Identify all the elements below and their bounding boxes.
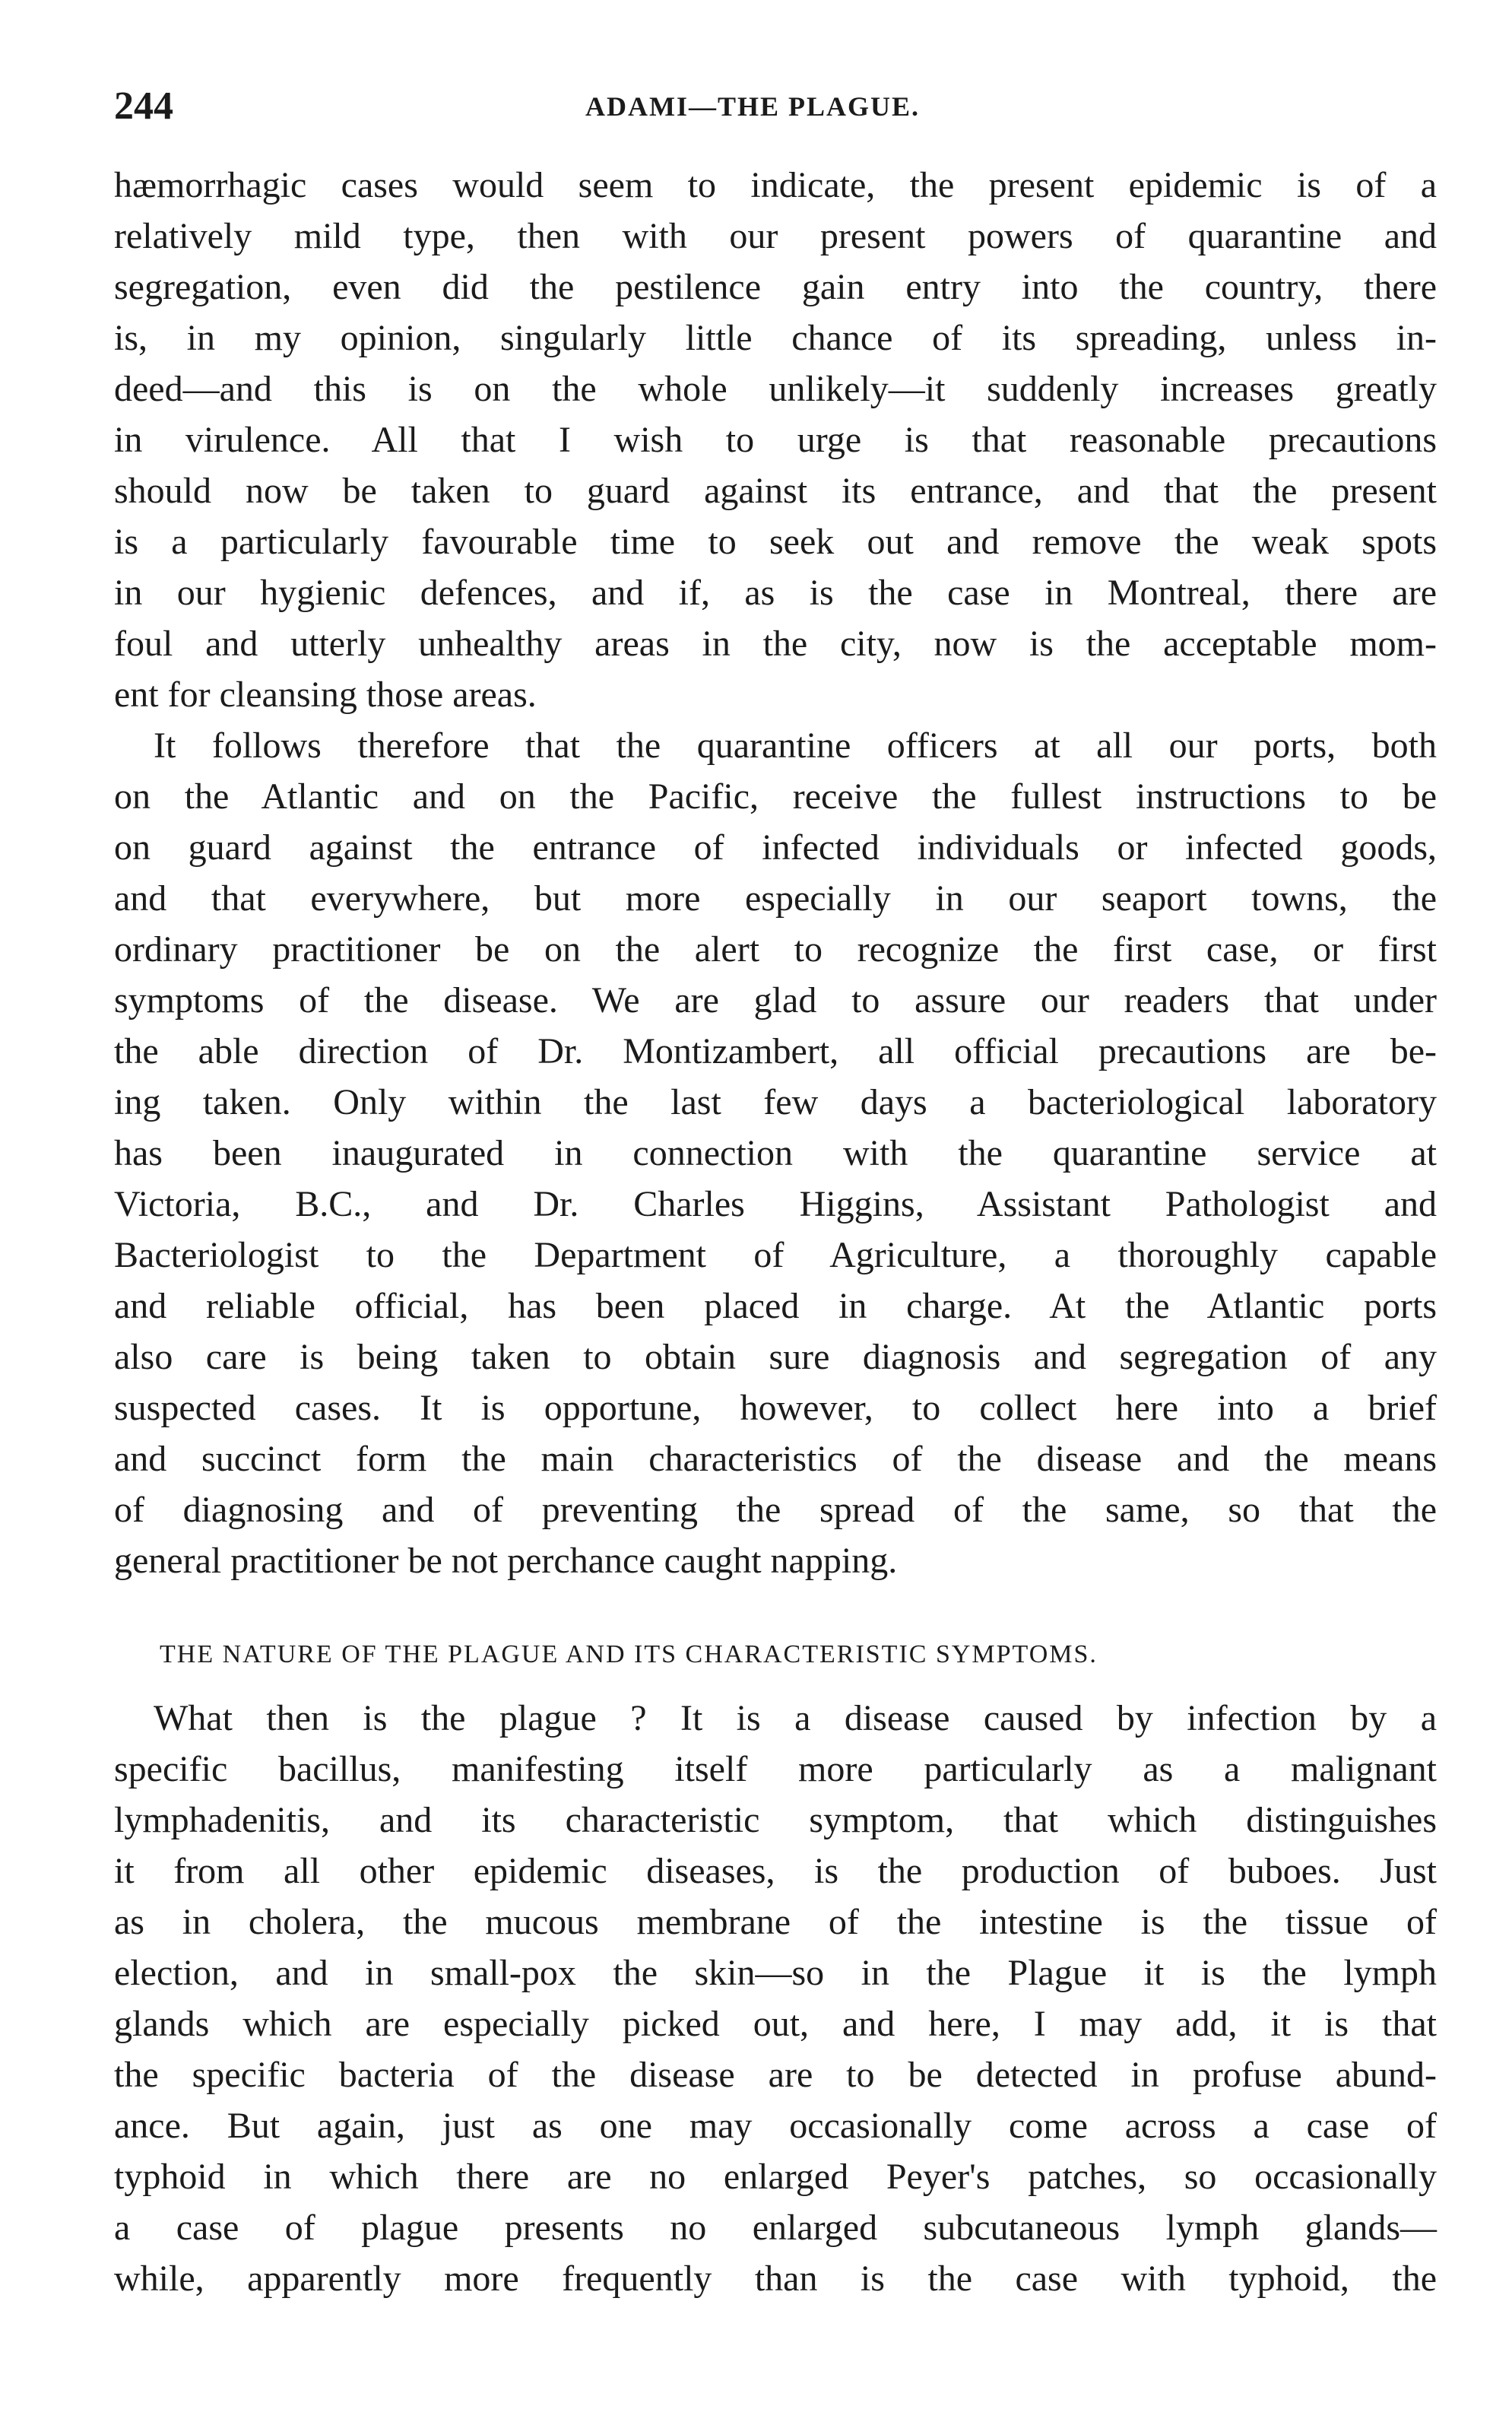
text-line: and that everywhere, but more especially in our seaport towns, the [114, 878, 1437, 919]
text-line: Victoria, B.C., and Dr. Charles Higgins, Assistant Pathologist and [114, 1184, 1437, 1224]
running-header [114, 80, 1437, 133]
text-line: of diagnosing and of preventing the spread of the same, so that the [114, 1490, 1437, 1530]
text-line: lymphadenitis, and its characteristic symptom, that which distinguishes [114, 1800, 1437, 1840]
body-text [114, 160, 1437, 2304]
text-line: glands which are especially picked out, and here, I may add, it is that [114, 2004, 1437, 2044]
text-line: ent for cleansing those areas. [114, 674, 537, 715]
paragraph-quarantine [114, 160, 1437, 720]
text-line: should now be taken to guard against its entrance, and that the present [114, 471, 1437, 511]
running-title: ADAMI—THE PLAGUE. [585, 91, 921, 122]
text-line: foul and utterly unhealthy areas in the city, now is the acceptable mom- [114, 624, 1437, 664]
text-line: general practitioner be not perchance caught napping. [114, 1541, 898, 1581]
text-line: and succinct form the main characteristics of the disease and the means [114, 1439, 1437, 1479]
text-line: hæmorrhagic cases would seem to indicate, the present epidemic is of a [114, 165, 1437, 205]
text-line: ordinary practitioner be on the alert to recognize the first case, or first [114, 929, 1437, 970]
text-line: segregation, even did the pestilence gain entry into the country, there [114, 267, 1437, 307]
page-number: 244 [114, 84, 173, 128]
text-line: also care is being taken to obtain sure diagnosis and segregation of any [114, 1337, 1437, 1377]
text-line: is a particularly favourable time to seek out and remove the weak spots [114, 522, 1437, 562]
paragraph-precautions [114, 720, 1437, 1586]
text-line: as in cholera, the mucous membrane of the intestine is the tissue of [114, 1902, 1437, 1942]
text-line: ing taken. Only within the last few days a bacteriological laboratory [114, 1082, 1437, 1122]
book-page [114, 0, 1437, 2425]
text-line: Bacteriologist to the Department of Agriculture, a thoroughly capable [114, 1235, 1437, 1275]
text-line: in virulence. All that I wish to urge is that reasonable precautions [114, 420, 1437, 460]
text-line: election, and in small-pox the skin—so in the Plague it is the lymph [114, 1953, 1437, 1993]
text-line: on guard against the entrance of infected individuals or infected goods, [114, 827, 1437, 868]
section-heading: THE NATURE OF THE PLAGUE AND ITS CHARACTERISTIC SYMPTOMS. [160, 1640, 1098, 1668]
text-line: suspected cases. It is opportune, however, to collect here into a brief [114, 1388, 1437, 1428]
text-line: What then is the plague ? It is a disease caused by infection by a [154, 1698, 1437, 1738]
text-line: symptoms of the disease. We are glad to assure our readers that under [114, 980, 1437, 1020]
text-line: ance. But again, just as one may occasionally come across a case of [114, 2106, 1437, 2146]
text-line: it from all other epidemic diseases, is the production of buboes. Just [114, 1851, 1437, 1891]
paragraph-what-is-plague [114, 1693, 1437, 2304]
text-line: relatively mild type, then with our present powers of quarantine and [114, 216, 1437, 256]
text-line: in our hygienic defences, and if, as is the case in Montreal, there are [114, 573, 1437, 613]
text-line: specific bacillus, manifesting itself more particularly as a malignant [114, 1749, 1437, 1789]
text-line: It follows therefore that the quarantine officers at all our ports, both [154, 725, 1437, 766]
text-line: and reliable official, has been placed in charge. At the Atlantic ports [114, 1286, 1437, 1326]
text-line: is, in my opinion, singularly little chance of its spreading, unless in- [114, 318, 1437, 358]
text-line: while, apparently more frequently than is the case with typhoid, the [114, 2258, 1437, 2299]
text-line: the able direction of Dr. Montizambert, all official precautions are be- [114, 1031, 1437, 1071]
text-line: deed—and this is on the whole unlikely—it suddenly increases greatly [114, 369, 1437, 409]
text-line: typhoid in which there are no enlarged Peyer's patches, so occasionally [114, 2157, 1437, 2197]
text-line: on the Atlantic and on the Pacific, receive the fullest instructions to be [114, 776, 1437, 817]
text-line: has been inaugurated in connection with the quarantine service at [114, 1133, 1437, 1173]
text-line: the specific bacteria of the disease are to be detected in profuse abund- [114, 2055, 1437, 2095]
text-line: a case of plague presents no enlarged subcutaneous lymph glands— [114, 2208, 1437, 2248]
